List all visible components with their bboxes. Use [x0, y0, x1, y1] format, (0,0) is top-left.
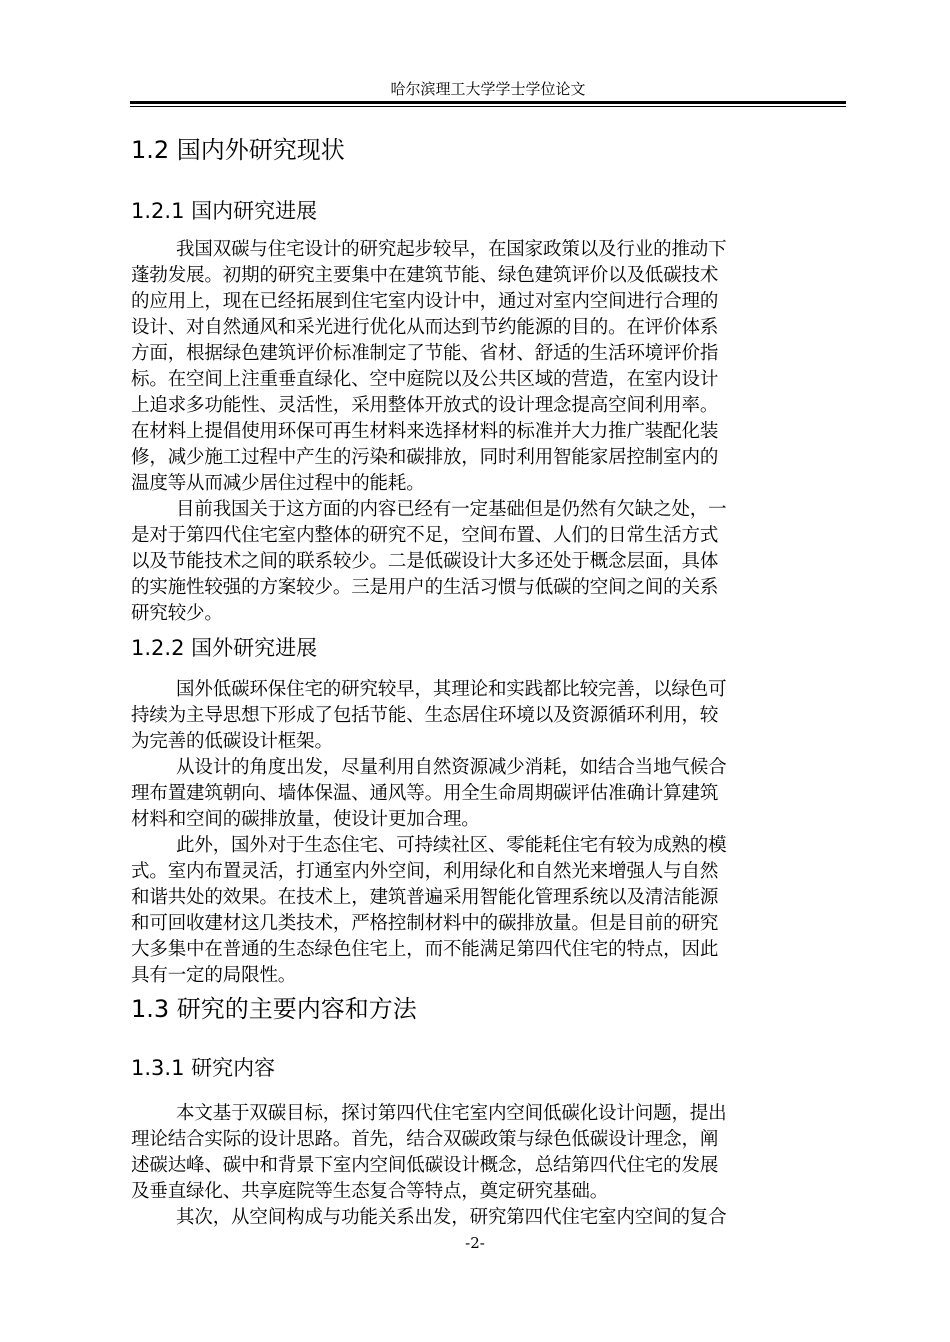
- paragraph-line: 述碳达峰、碳中和背景下室内空间低碳设计概念，总结第四代住宅的发展: [131, 1155, 719, 1176]
- paragraph-line: 在材料上提倡使用环保可再生材料来选择材料的标准并大力推广装配化装: [131, 421, 719, 442]
- paragraph-line: 和可回收建材这几类技术，严格控制材料中的碳排放量。但是目前的研究: [131, 913, 719, 934]
- paragraph-line: 设计、对自然通风和采光进行优化从而达到节约能源的目的。在评价体系: [131, 317, 719, 338]
- paragraph-line: 温度等从而减少居住过程中的能耗。: [131, 473, 425, 494]
- page-number: -2-: [465, 1234, 485, 1252]
- paragraph-line: 研究较少。: [131, 603, 223, 624]
- paragraph-line: 材料和空间的碳排放量，使设计更加合理。: [131, 809, 480, 830]
- paragraph-line: 和谐共处的效果。在技术上，建筑普遍采用智能化管理系统以及清洁能源: [131, 887, 719, 908]
- paragraph-line: 标。在空间上注重垂直绿化、空中庭院以及公共区域的营造，在室内设计: [131, 369, 719, 390]
- section-heading-1-3: 1.3 研究的主要内容和方法: [131, 995, 417, 1023]
- paragraph-line: 理布置建筑朝向、墙体保温、通风等。用全生命周期碳评估准确计算建筑: [131, 783, 719, 804]
- section-heading-1-2: 1.2 国内外研究现状: [131, 136, 345, 164]
- paragraph-line: 的实施性较强的方案较少。三是用户的生活习惯与低碳的空间之间的关系: [131, 577, 719, 598]
- subsection-heading-1-2-2: 1.2.2 国外研究进展: [131, 636, 318, 660]
- paragraph-line: 理论结合实际的设计思路。首先，结合双碳政策与绿色低碳设计理念，阐: [131, 1129, 719, 1150]
- paragraph-line: 及垂直绿化、共享庭院等生态复合等特点，奠定研究基础。: [131, 1181, 609, 1202]
- paragraph-line: 具有一定的局限性。: [131, 965, 297, 986]
- paragraph-line: 的应用上，现在已经拓展到住宅室内设计中，通过对室内空间进行合理的: [131, 291, 719, 312]
- paragraph-line: 方面，根据绿色建筑评价标准制定了节能、省材、舒适的生活环境评价指: [131, 343, 719, 364]
- header-rule-thin: [130, 106, 846, 107]
- paragraph-line: 此外，国外对于生态住宅、可持续社区、零能耗住宅有较为成熟的模: [176, 835, 727, 856]
- paragraph-line: 大多集中在普通的生态绿色住宅上，而不能满足第四代住宅的特点，因此: [131, 939, 719, 960]
- paragraph-line: 国外低碳环保住宅的研究较早，其理论和实践都比较完善，以绿色可: [176, 679, 727, 700]
- paragraph-line: 式。室内布置灵活，打通室内外空间，利用绿化和自然光来增强人与自然: [131, 861, 719, 882]
- paragraph-line: 目前我国关于这方面的内容已经有一定基础但是仍然有欠缺之处，一: [176, 499, 727, 520]
- subsection-heading-1-3-1: 1.3.1 研究内容: [131, 1056, 276, 1080]
- subsection-heading-1-2-1: 1.2.1 国内研究进展: [131, 199, 318, 223]
- paragraph-line: 上追求多功能性、灵活性，采用整体开放式的设计理念提高空间利用率。: [131, 395, 719, 416]
- running-header: 哈尔滨理工大学学士学位论文: [390, 80, 586, 98]
- paragraph-line: 持续为主导思想下形成了包括节能、生态居住环境以及资源循环利用，较: [131, 705, 719, 726]
- paragraph-line: 本文基于双碳目标，探讨第四代住宅室内空间低碳化设计问题，提出: [176, 1103, 727, 1124]
- paragraph-line: 蓬勃发展。初期的研究主要集中在建筑节能、绿色建筑评价以及低碳技术: [131, 265, 719, 286]
- paragraph-line: 从设计的角度出发，尽量利用自然资源减少消耗，如结合当地气候合: [176, 757, 727, 778]
- header-rule-thick: [130, 101, 846, 104]
- paragraph-line: 其次，从空间构成与功能关系出发，研究第四代住宅室内空间的复合: [176, 1207, 727, 1228]
- paragraph-line: 为完善的低碳设计框架。: [131, 731, 333, 752]
- paragraph-line: 以及节能技术之间的联系较少。二是低碳设计大多还处于概念层面，具体: [131, 551, 719, 572]
- paragraph-line: 我国双碳与住宅设计的研究起步较早，在国家政策以及行业的推动下: [176, 239, 727, 260]
- paragraph-line: 修，减少施工过程中产生的污染和碳排放，同时利用智能家居控制室内的: [131, 447, 719, 468]
- paragraph-line: 是对于第四代住宅室内整体的研究不足，空间布置、人们的日常生活方式: [131, 525, 719, 546]
